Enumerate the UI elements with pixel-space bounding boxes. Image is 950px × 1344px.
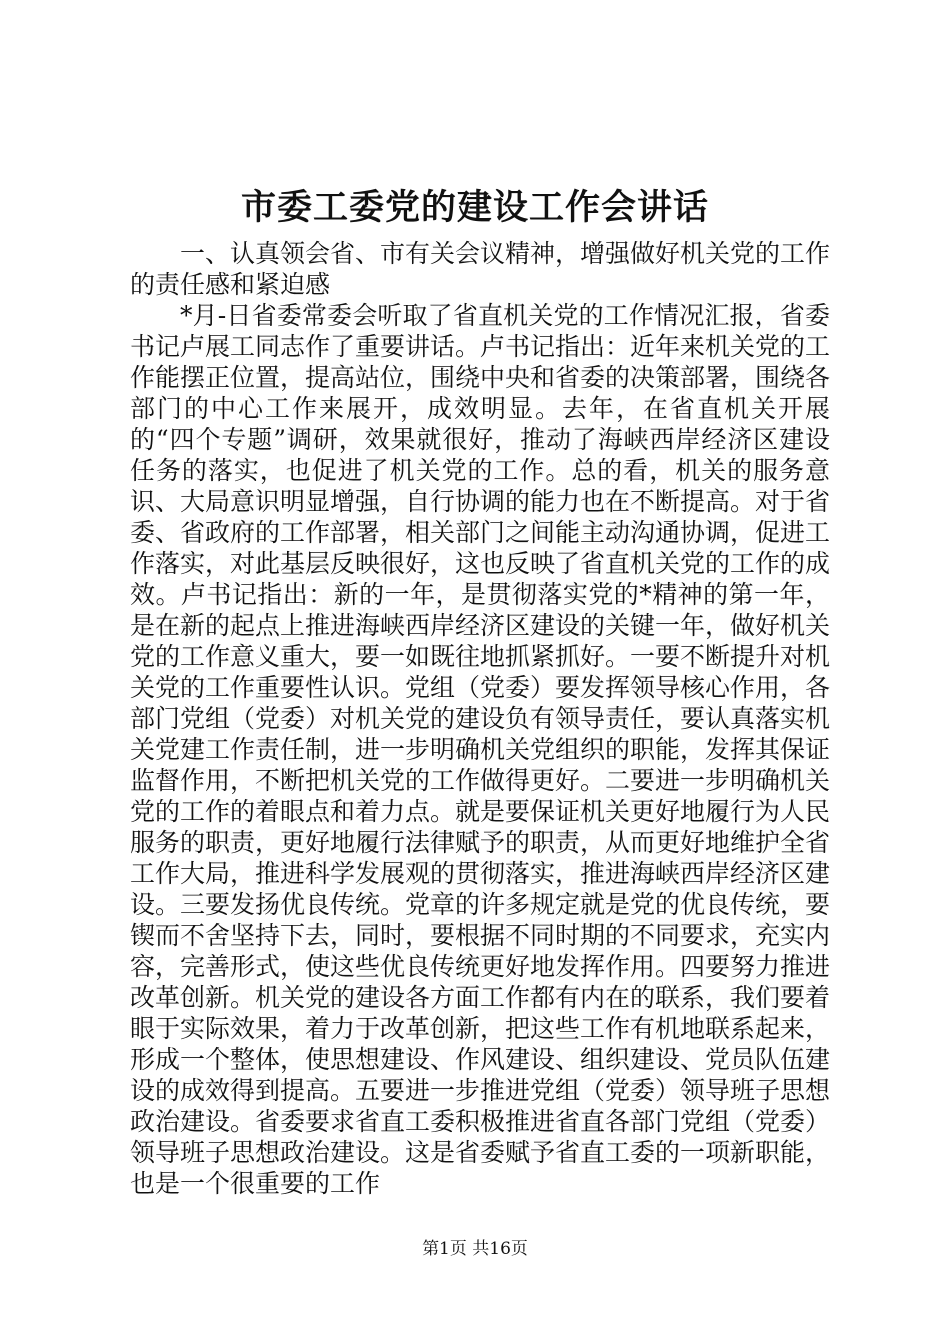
- body-paragraph: *月-日省委常委会听取了省直机关党的工作情况汇报，省委书记卢展工同志作了重要讲话。卢书记指出：近年来机关党的工作能摆正位置，提高站位，围绕中央和省委的决策部署，围绕各部门的中心工作来展开，成效明显。去年，在省直机关开展的“四个专题”调研，效果就很好，推动了海峡西岸经济区建设任务的落实，也促进了机关党的工作。总的看，机关的服务意识、大局意识明显增强，自行协调的能力也在不断提高。对于省委、省政府的工作部署，相关部门之间能主动沟通协调，促进工作落实，对此基层反映很好，这也反映了省直机关党的工作的成效。卢书记指出：新的一年，是贯彻落实党的*精神的第一年，是在新的起点上推进海峡西岸经济区建设的关键一年，做好机关党的工作意义重大，要一如既往地抓紧抓好。一要不断提升对机关党的工作重要性认识。党组（党委）要发挥领导核心作用，各部门党组（党委）对机关党的建设负有领导责任，要认真落实机关党建工作责任制，进一步明确机关党组织的职能，发挥其保证监督作用，不断把机关党的工作做得更好。二要进一步明确机关党的工作的着眼点和着力点。就是要保证机关更好地履行为人民服务的职责，更好地履行法律赋予的职责，从而更好地维护全省工作大局，推进科学发展观的贯彻落实，推进海峡西岸经济区建设。三要发扬优良传统。党章的许多规定就是党的优良传统，要锲而不舍坚持下去，同时，要根据不同时期的不同要求，充实内容，完善形式，使这些优良传统更好地发挥作用。四要努力推进改革创新。机关党的建设各方面工作都有内在的联系，我们要着眼于实际效果，着力于改革创新，把这些工作有机地联系起来，形成一个整体，使思想建设、作风建设、组织建设、党员队伍建设的成效得到提高。五要进一步推进党组（党委）领导班子思想政治建设。省委要求省直工委积极推进省直各部门党组（党委）领导班子思想政治建设。这是省委赋予省直工委的一项新职能，也是一个很重要的工作: [130, 301, 831, 1198]
- document-title: 市委工委党的建设工作会讲话: [240, 187, 709, 228]
- section-heading: 一、认真领会省、市有关会议精神，增强做好机关党的工作的责任感和紧迫感: [130, 239, 831, 299]
- document-body: [130, 238, 830, 1199]
- page-number: 第1页 共16页: [422, 1239, 528, 1259]
